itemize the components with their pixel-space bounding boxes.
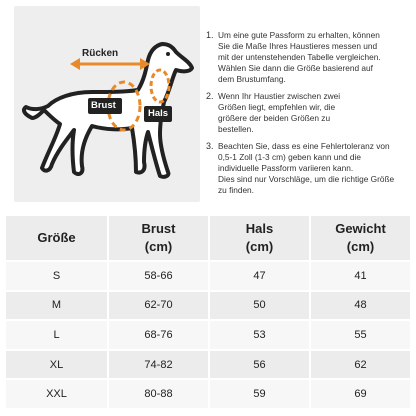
chest-cell: 80-88 — [107, 380, 208, 408]
weight-cell: 62 — [309, 351, 410, 379]
note-line: Dies sind nur Vorschläge, um die richtige Größe — [218, 174, 395, 184]
chest-label: Brust — [91, 100, 116, 111]
note-line: 0,5-1 Zoll (1-3 cm) geben kann und die — [218, 152, 361, 162]
note-line: mit der untenstehenden Tabelle vergleichen. — [218, 52, 381, 62]
note-line: Sie die Maße Ihres Haustieres messen und — [218, 41, 378, 51]
note-line: individuelle Passform variieren kann. — [218, 163, 354, 173]
note-line: dem Brustumfang. — [218, 74, 286, 84]
note-line: Um eine gute Passform zu erhalten, können — [218, 30, 380, 40]
back-arrow-left-head — [70, 58, 80, 70]
weight-cell: 41 — [309, 262, 410, 290]
note-1 — [206, 30, 414, 85]
dog-eye — [166, 52, 170, 56]
note-line: Wählen Sie dann die Größe basierend auf — [218, 63, 373, 73]
neck-cell: 56 — [208, 351, 309, 379]
note-line: bestellen. — [218, 124, 254, 134]
header-neck — [208, 216, 309, 260]
table-header-row — [6, 216, 410, 260]
sizing-notes — [206, 30, 414, 202]
back-label: Rücken — [82, 48, 119, 59]
note-line: zu finden. — [218, 185, 254, 195]
header-line: Brust — [141, 221, 176, 236]
note-number: 1. — [206, 30, 214, 40]
note-number: 3. — [206, 141, 214, 151]
size-cell: XL — [6, 351, 107, 379]
weight-cell: 69 — [309, 380, 410, 408]
chest-cell: 74-82 — [107, 351, 208, 379]
neck-cell: 53 — [208, 321, 309, 349]
header-line: Größe — [37, 230, 76, 245]
weight-cell: 48 — [309, 292, 410, 320]
size-cell: S — [6, 262, 107, 290]
header-line: Gewicht — [335, 221, 386, 236]
table-row — [6, 351, 410, 379]
size-cell: XXL — [6, 380, 107, 408]
neck-cell: 47 — [208, 262, 309, 290]
note-2 — [206, 91, 414, 135]
note-line: Wenn Ihr Haustier zwischen zwei — [218, 91, 341, 101]
table-row — [6, 262, 410, 290]
chest-cell: 68-76 — [107, 321, 208, 349]
header-unit: (cm) — [346, 239, 375, 254]
chest-cell: 58-66 — [107, 262, 208, 290]
size-table — [6, 214, 410, 410]
header-unit: (cm) — [245, 239, 274, 254]
size-cell: M — [6, 292, 107, 320]
header-weight — [309, 216, 410, 260]
size-table-container — [6, 214, 410, 410]
note-number: 2. — [206, 91, 214, 101]
neck-cell: 59 — [208, 380, 309, 408]
note-3 — [206, 141, 414, 196]
header-size — [6, 216, 107, 260]
table-row — [6, 321, 410, 349]
header-unit: (cm) — [144, 239, 173, 254]
note-line: größere der beiden Größen zu — [218, 113, 331, 123]
size-cell: L — [6, 321, 107, 349]
header-chest — [107, 216, 208, 260]
neck-cell: 50 — [208, 292, 309, 320]
table-row — [6, 292, 410, 320]
note-line: Größen liegt, empfehlen wir, die — [218, 102, 336, 112]
header-line: Hals — [245, 221, 274, 236]
weight-cell: 55 — [309, 321, 410, 349]
note-line: Beachten Sie, dass es eine Fehlertoleranz von — [218, 141, 390, 151]
neck-label: Hals — [148, 108, 169, 119]
dog-measurement-diagram — [14, 6, 200, 202]
table-row — [6, 380, 410, 408]
chest-cell: 62-70 — [107, 292, 208, 320]
